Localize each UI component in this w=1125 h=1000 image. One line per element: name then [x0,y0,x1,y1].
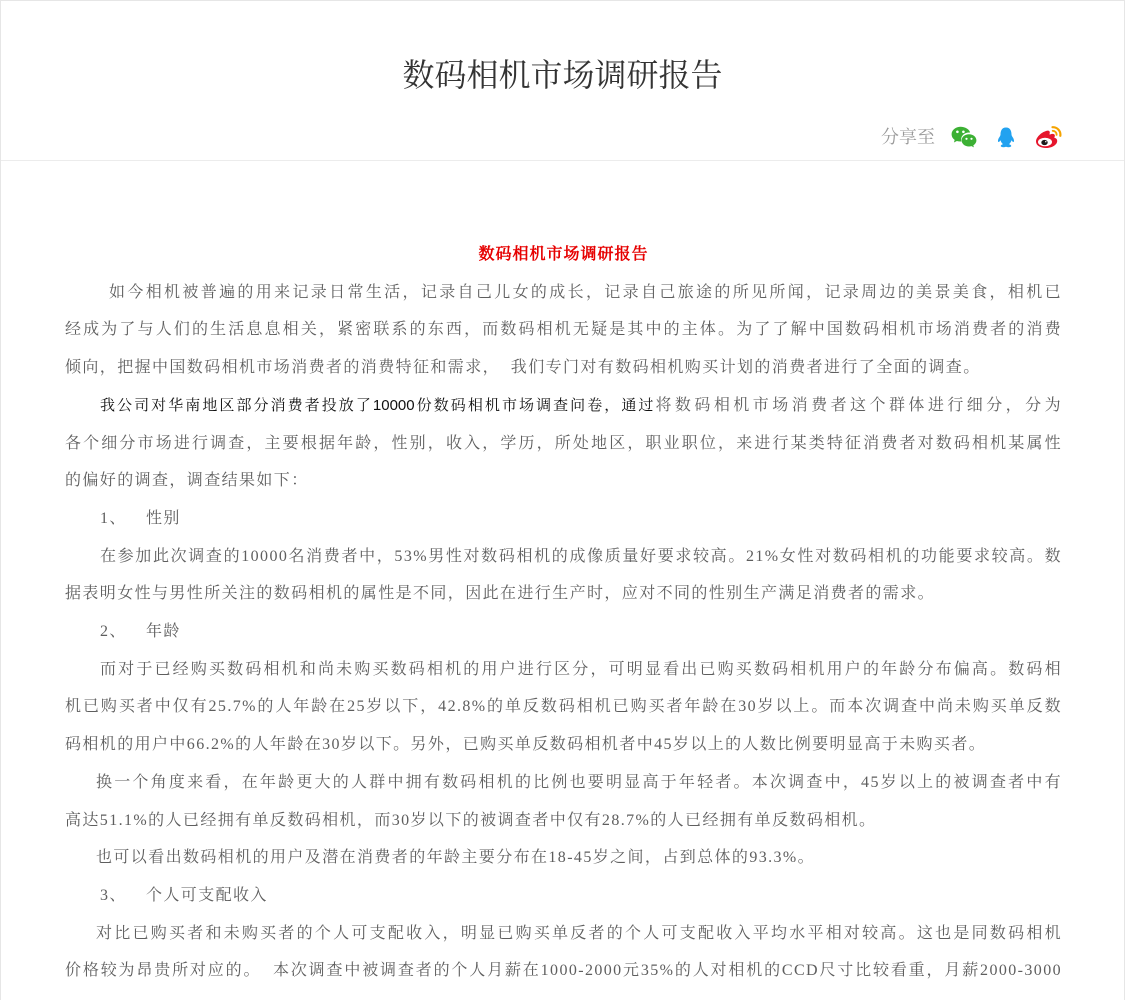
section-title-gender [65,500,1062,538]
paragraph-line: 换一个角度来看，在年龄更大的人群中拥有数码相机的比例也要明显高于年轻者。本次调查中，45岁以上的被调查者中有 [96,773,1062,791]
share-qq-button[interactable] [995,126,1017,149]
income-paragraph [65,915,1062,990]
wechat-icon[interactable] [951,126,977,148]
page-title: 数码相机市场调研报告 [402,57,723,93]
age-paragraph-3 [65,839,1062,877]
paragraph-line: 而对于已经购买数码相机和尚未购买数码相机的用户进行区分，可明显看出已购买数码相机用户的年龄分布偏高。数码相 [100,660,1062,678]
paragraph-line: 如今相机被普遍的用来记录日常生活，记录自己儿女的成长，记录自己旅途的所见所闻，记录周边的美景美食，相机已 [109,283,1062,301]
paragraph-line: 码相机的用户中66.2%的人年龄在30岁以下。另外，已购买单反数码相机者中45岁以上的人数比例要明显高于未购买者。 [65,736,987,754]
paragraph-line: 经成为了与人们的生活息息相关，紧密联系的东西，而数码相机无疑是其中的主体。为了了解中国数码相机市场消费者的消费 [65,321,1062,339]
paragraph-line: 在参加此次调查的10000名消费者中，53%男性对数码相机的成像质量好要求较高。21%女性对数码相机的功能要求较高。数 [100,547,1062,565]
paragraph-line: 的偏好的调查，调查结果如下： [65,472,309,490]
paragraph-line [65,387,1062,425]
paragraph-line-text: 将数码相机市场消费者这个群体进行细分，分为 [655,396,1062,414]
highlighted-lead-text: 我公司对华南地区部分消费者投放了10000份数码相机市场调查问卷，通过 [100,396,656,414]
section-title-text: 性别 [146,509,181,527]
paragraph-line: 价格较为昂贵所对应的。 本次调查中被调查者的个人月薪在1000-2000元35%的人对相机的CCD尺寸比较看重，月薪2000-3000 [65,962,1062,980]
document-header [1,1,1124,161]
section-title-text: 年龄 [146,623,181,641]
method-paragraph [65,387,1062,500]
age-paragraph-1 [65,651,1062,764]
share-weibo-button[interactable] [1034,125,1062,149]
share-wechat-button[interactable] [951,126,977,148]
paragraph-line: 机已购买者中仅有25.7%的人年龄在25岁以下，42.8%的单反数码相机已购买者年龄在30岁以上。而本次调查中尚未购买单反数 [65,698,1062,716]
article-heading: 数码相机市场调研报告 [478,246,649,263]
paragraph-line: 对比已购买者和未购买者的个人可支配收入，明显已购买单反者的个人可支配收入平均水平相对较高。这也是同数码相机 [96,924,1062,942]
paragraph-line: 高达51.1%的人已经拥有单反数码相机，而30岁以下的被调查者中仅有28.7%的人已经拥有单反数码相机。 [65,811,877,829]
article-body [65,236,1062,990]
paragraph-line: 各个细分市场进行调查，主要根据年龄，性别，收入，学历，所处地区，职业职位，来进行某类特征消费者对数码相机某属性 [65,434,1062,452]
section-title-age [65,613,1062,651]
section-number: 1、 [100,509,127,527]
qq-icon[interactable] [995,126,1017,149]
gender-paragraph [65,538,1062,613]
section-title-text: 个人可支配收入 [146,886,268,904]
section-title-income [65,877,1062,915]
paragraph-line: 据表明女性与男性所关注的数码相机的属性是不同，因此在进行生产时，应对不同的性别生产满足消费者的需求。 [65,585,936,603]
share-label: 分享至 [881,127,935,147]
age-paragraph-2 [65,764,1062,839]
weibo-icon[interactable] [1034,125,1062,149]
intro-paragraph [65,274,1062,387]
paragraph-line: 也可以看出数码相机的用户及潜在消费者的年龄主要分布在18-45岁之间，占到总体的93.3%。 [96,849,816,867]
section-number: 3、 [100,886,127,904]
share-bar [881,124,1062,150]
paragraph-line: 倾向，把握中国数码相机市场消费者的消费特征和需求， 我们专门对有数码相机购买计划的消费者进行了全面的调查。 [65,359,981,377]
section-number: 2、 [100,623,127,641]
